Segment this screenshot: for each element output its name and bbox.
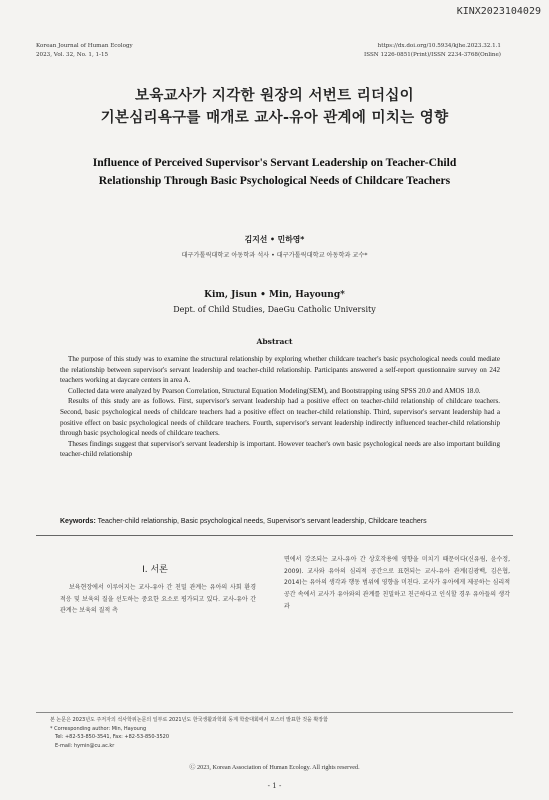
keywords-text: Teacher-child relationship, Basic psychological needs, Supervisor's servant leadership, Childcare teachers (95, 518, 427, 525)
footnote-thesis: 본 논문은 2023년도 주저자의 석사학위논문의 일부로 2021년도 한국생활과학회 동계 학술대회에서 포스터 발표한 것을 확장함 (50, 717, 328, 723)
body-column-left (60, 582, 256, 617)
abstract-paragraph-3: Results of this study are as follows. First, supervisor's servant leadership had a positive effect on teacher-child relationship of childcare teachers. Second, basic psychological needs of childcare teachers had a positive effect on teacher-child relationship. Third, supervisor's servant leadership had a positive effect on basic psychological needs of childcare teachers. Fourth, supervisor's servant leadership indirectly influenced teacher-child relationship through basic psychological needs of childcare teachers. (60, 397, 500, 438)
document-id-stamp: KINX2023104029 (456, 6, 541, 17)
title-english (0, 154, 549, 190)
journal-info (36, 42, 133, 60)
footnotes (50, 716, 520, 750)
doi-link[interactable]: https://dx.doi.org/10.5934/kjhe.2023.32.1.1 (377, 43, 501, 49)
intro-paragraph-left: 보육현장에서 이루어지는 교사-유아 간 친밀 관계는 유아의 사회 환경 적응 및 보육의 질을 선도하는 중요한 요소로 평가되고 있다. 교사-유아 간 관계는 보육의 질적 측 (60, 584, 256, 615)
keywords (60, 518, 505, 525)
title-korean-line-2: 기본심리욕구를 매개로 교사-유아 관계에 미치는 영향 (100, 110, 449, 126)
affiliation-korean: 대구가톨릭대학교 아동학과 석사 • 대구가톨릭대학교 아동학과 교수* (181, 252, 368, 259)
body-column-right (284, 554, 510, 613)
copyright: Ⓒ 2023, Korean Association of Human Ecology. All rights reserved. (189, 764, 360, 771)
journal-name: Korean Journal of Human Ecology (36, 43, 133, 49)
department-english: Dept. of Child Studies, DaeGu Catholic University (173, 305, 376, 314)
title-english-line-1: Influence of Perceived Supervisor's Servant Leadership on Teacher-Child (92, 156, 457, 169)
abstract-body (60, 354, 500, 460)
title-english-line-2: Relationship Through Basic Psychological Needs of Childcare Teachers (98, 174, 451, 187)
page-number: - 1 - (267, 782, 282, 790)
abstract-paragraph-4: Theses findings suggest that supervisor's servant leadership is important. However teacher's own basic psychological needs are also important building teacher-child relationship (60, 439, 500, 459)
title-korean-line-1: 보육교사가 지각한 원장의 서번트 리더십이 (135, 88, 414, 104)
issn: ISSN 1226-0851(Print)/ISSN 2234-3768(Online) (364, 52, 501, 58)
doi-info (364, 42, 501, 60)
intro-paragraph-right: 면에서 강조되는 교사-유아 간 상호작용에 영향을 미치기 때문이다(신유림, 윤수정, 2009). 교사와 유아의 심리적 공간으로 표현되는 교사-유아 관계(김광백, 김은협, 2014)는 유아의 생각과 행동 범위에 영향을 미친다. 교사가 유아에게 제공하는 심리적 공간 속에서 교사가 유아와의 관계를 친밀하고 친근하다고 인식할 경우 유아들의 생각과 (284, 556, 510, 610)
authors-korean: 김지선 • 민하영* (244, 235, 305, 244)
footnote-corresponding: * Corresponding author: Min, Hayoung (50, 725, 147, 732)
abstract-heading: Abstract (256, 337, 293, 346)
footnote-phone: Tel: +82-53-850-3541, Fax: +82-53-850-3520 (55, 734, 170, 741)
footnote-email: E-mail: hymin@cu.ac.kr (55, 742, 115, 749)
section-divider (36, 535, 513, 536)
abstract-paragraph-1: The purpose of this study was to examine the structural relationship by exploring whether childcare teacher's basic psychological needs could mediate the relationship between supervisor's servant leadership and teacher-child relationship. Participants answered a self-report questionnaire survey on 242 teachers working at daycare centers in area A. (60, 355, 500, 385)
journal-issue: 2023, Vol. 32, No. 1, 1-15 (36, 52, 109, 58)
abstract-paragraph-2: Collected data were analyzed by Pearson Correlation, Structural Equation Modeling(SEM), and Bootstrapping using SPSS 20.0 and AMOS 18.0. (68, 386, 481, 395)
authors-english: Kim, Jisun • Min, Hayoung* (204, 290, 345, 300)
keywords-label: Keywords: (60, 518, 96, 525)
title-korean (0, 85, 549, 129)
footnote-divider (36, 712, 513, 713)
section-heading-introduction: Ⅰ. 서론 (142, 565, 168, 575)
